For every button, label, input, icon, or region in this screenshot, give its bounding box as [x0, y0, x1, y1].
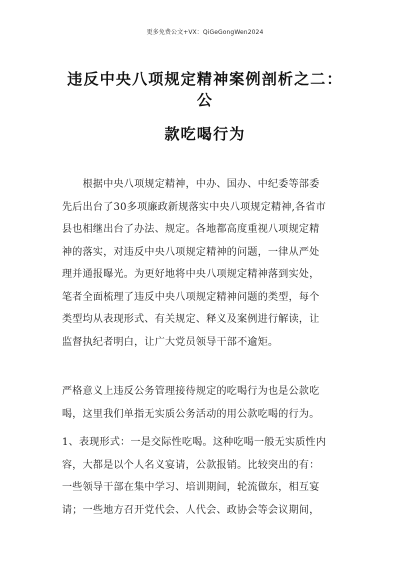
paragraph-intro	[62, 174, 350, 354]
text-line: 严格意义上违反公务管理接待规定的吃喝行为也是公款吃	[62, 386, 320, 397]
document-title-line-2: 款吃喝行为	[164, 125, 246, 143]
text-line: 类型均从表现形式、有关规定、释义及案例进行解读，让	[62, 314, 320, 325]
text-line: 监督执纪者明白，让广大党员领导干部不逾矩。	[62, 336, 279, 348]
text-line: 喝，这里我们单指无实质公务活动的用公款吃喝的行为。	[62, 408, 320, 420]
text-line: 神的落实，对违反中央八项规定精神的问题，一律从严处	[62, 246, 320, 258]
text-line: 根据中央八项规定精神，中办、国办、中纪委等部委	[62, 179, 320, 190]
text-line: 1、表现形式：一是交际性吃喝。这种吃喝一般无实质性内	[62, 437, 327, 448]
text-line: 理并通报曝光。为更好地将中央八项规定精神落到实处，	[62, 269, 320, 280]
paragraph-manifestations	[62, 432, 350, 522]
paragraph-definition	[62, 381, 350, 426]
text-line: 请；一些地方召开党代会、人代会、政协会等会议期间，	[62, 504, 320, 516]
text-line: 县也相继出台了办法、规定。各地都高度重视八项规定精	[62, 224, 320, 235]
text-line: 先后出台了30多项廉政新规落实中央八项规定精神,各省市	[62, 201, 327, 213]
document-title-line-1: 违反中央八项规定精神案例剖析之二：公	[67, 70, 343, 109]
header-note: 更多免费公文+VX：QiGeGongWen2024	[146, 29, 264, 36]
text-line: 容，大都是以个人名义宴请，公款报销。比较突出的有：	[62, 459, 320, 471]
text-line: 一些领导干部在集中学习、培训期间，轮流做东，相互宴	[62, 482, 320, 493]
text-line: 笔者全面梳理了违反中央八项规定精神问题的类型，每个	[62, 291, 320, 303]
